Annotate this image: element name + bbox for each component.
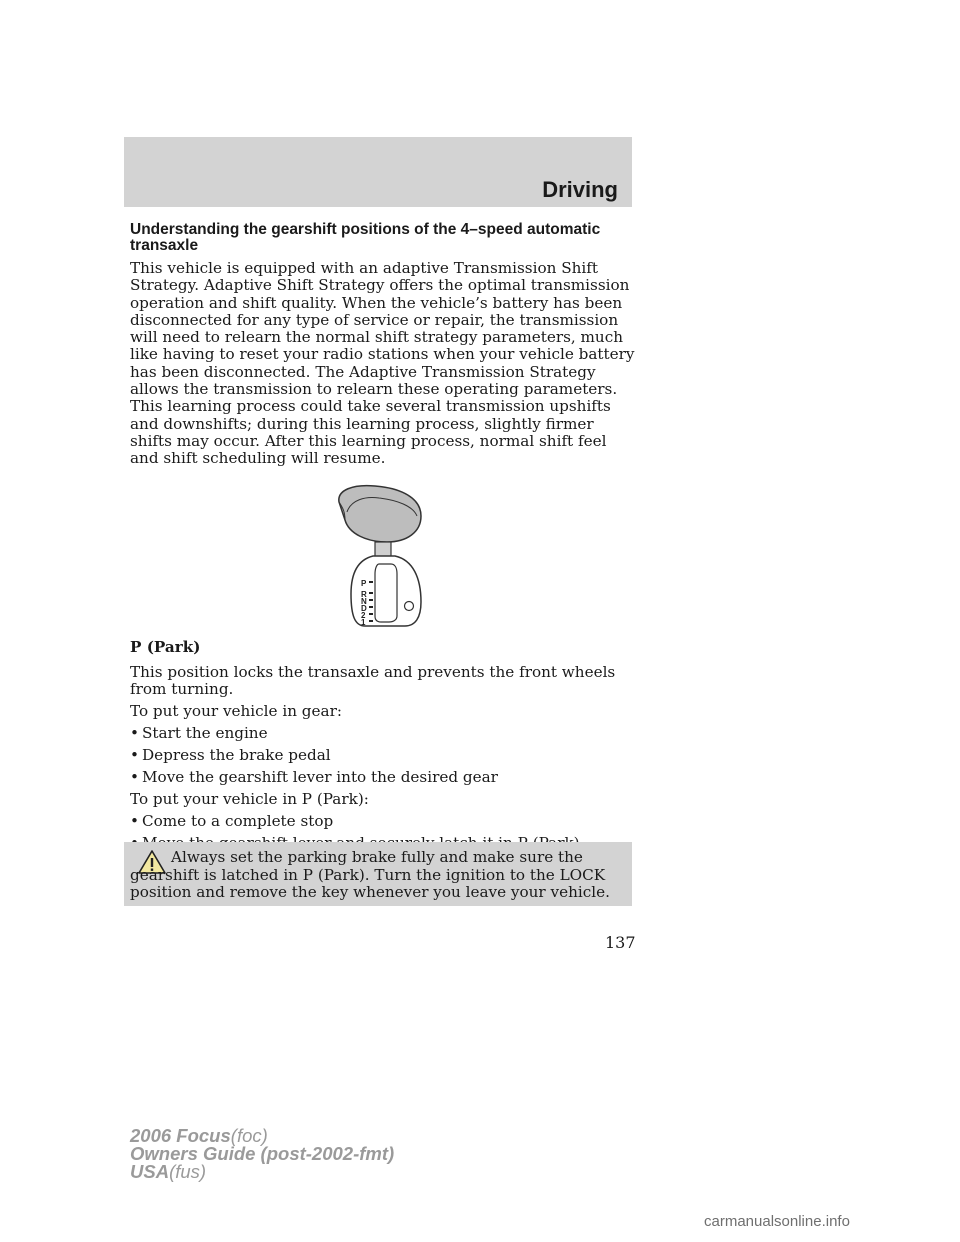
- list-item-text: Depress the brake pedal: [142, 746, 331, 765]
- list-item: [130, 725, 635, 742]
- list-item: [130, 747, 635, 764]
- gear-label-1: 1: [361, 617, 366, 627]
- gear-label-n: N: [361, 596, 367, 606]
- park-heading: P (Park): [130, 637, 201, 656]
- page-content: [130, 222, 635, 857]
- list-item: [130, 813, 635, 830]
- list-item: [130, 769, 635, 786]
- footer-region: USA: [130, 1161, 170, 1182]
- list-item-text: Move the gearshift lever into the desired gear: [142, 768, 498, 787]
- intro-paragraph: This vehicle is equipped with an adaptive Transmission Shift Strategy. Adaptive Shift Strategy offers the optimal transmission operation and shift quality. When the vehicle’s battery has been disconnected for any type of service or repair, the transmission will need to relearn the normal shift strategy parameters, much like having to reset your radio stations when your vehicle battery has been disconnected. The Adaptive Transmission Strategy allows the transmission to relearn these operating parameters. This learning process could take several transmission upshifts and downshifts; during this learning process, slightly firmer shifts may occur. After this learning process, normal shift feel and shift scheduling will resume.: [130, 259, 635, 468]
- park-intro: To put your vehicle in P (Park):: [130, 789, 369, 808]
- gearshift-figure: [130, 482, 635, 632]
- footer-model-code: (foc): [230, 1125, 268, 1146]
- gearshift-lever-illustration: [335, 482, 435, 632]
- watermark-link[interactable]: carmanualsonline.info: [704, 1213, 850, 1230]
- page-number: 137: [605, 933, 636, 952]
- warning-box: [124, 842, 632, 906]
- list-item-text: Come to a complete stop: [142, 812, 334, 831]
- footer-model: 2006 Focus: [130, 1125, 231, 1146]
- bullet: •: [130, 768, 139, 787]
- warning-text: Always set the parking brake fully and make sure the gearshift is latched in P (Park). Turn the ignition to the LOCK position and remove the key whenever you leave your vehicle.: [130, 848, 610, 901]
- gear-label-2: 2: [361, 610, 366, 620]
- document-footer: [130, 1127, 394, 1181]
- bullet: •: [130, 724, 139, 743]
- in-gear-intro: To put your vehicle in gear:: [130, 702, 342, 721]
- footer-guide: Owners Guide (post-2002-fmt): [130, 1143, 395, 1164]
- gear-label-d: D: [361, 603, 367, 613]
- in-gear-steps-list: [130, 725, 635, 786]
- list-item-text: Start the engine: [142, 724, 268, 743]
- section-title: Driving: [542, 177, 618, 202]
- bullet: •: [130, 812, 139, 831]
- bullet: •: [130, 746, 139, 765]
- section-heading: Understanding the gearshift positions of the 4–speed automatic transaxle: [130, 221, 601, 254]
- section-header-band: [124, 137, 632, 207]
- footer-region-code: (fus): [169, 1161, 207, 1182]
- gear-label-r: R: [361, 589, 367, 599]
- park-paragraph: This position locks the transaxle and prevents the front wheels from turning.: [130, 662, 616, 698]
- gear-label-p: P: [361, 578, 367, 588]
